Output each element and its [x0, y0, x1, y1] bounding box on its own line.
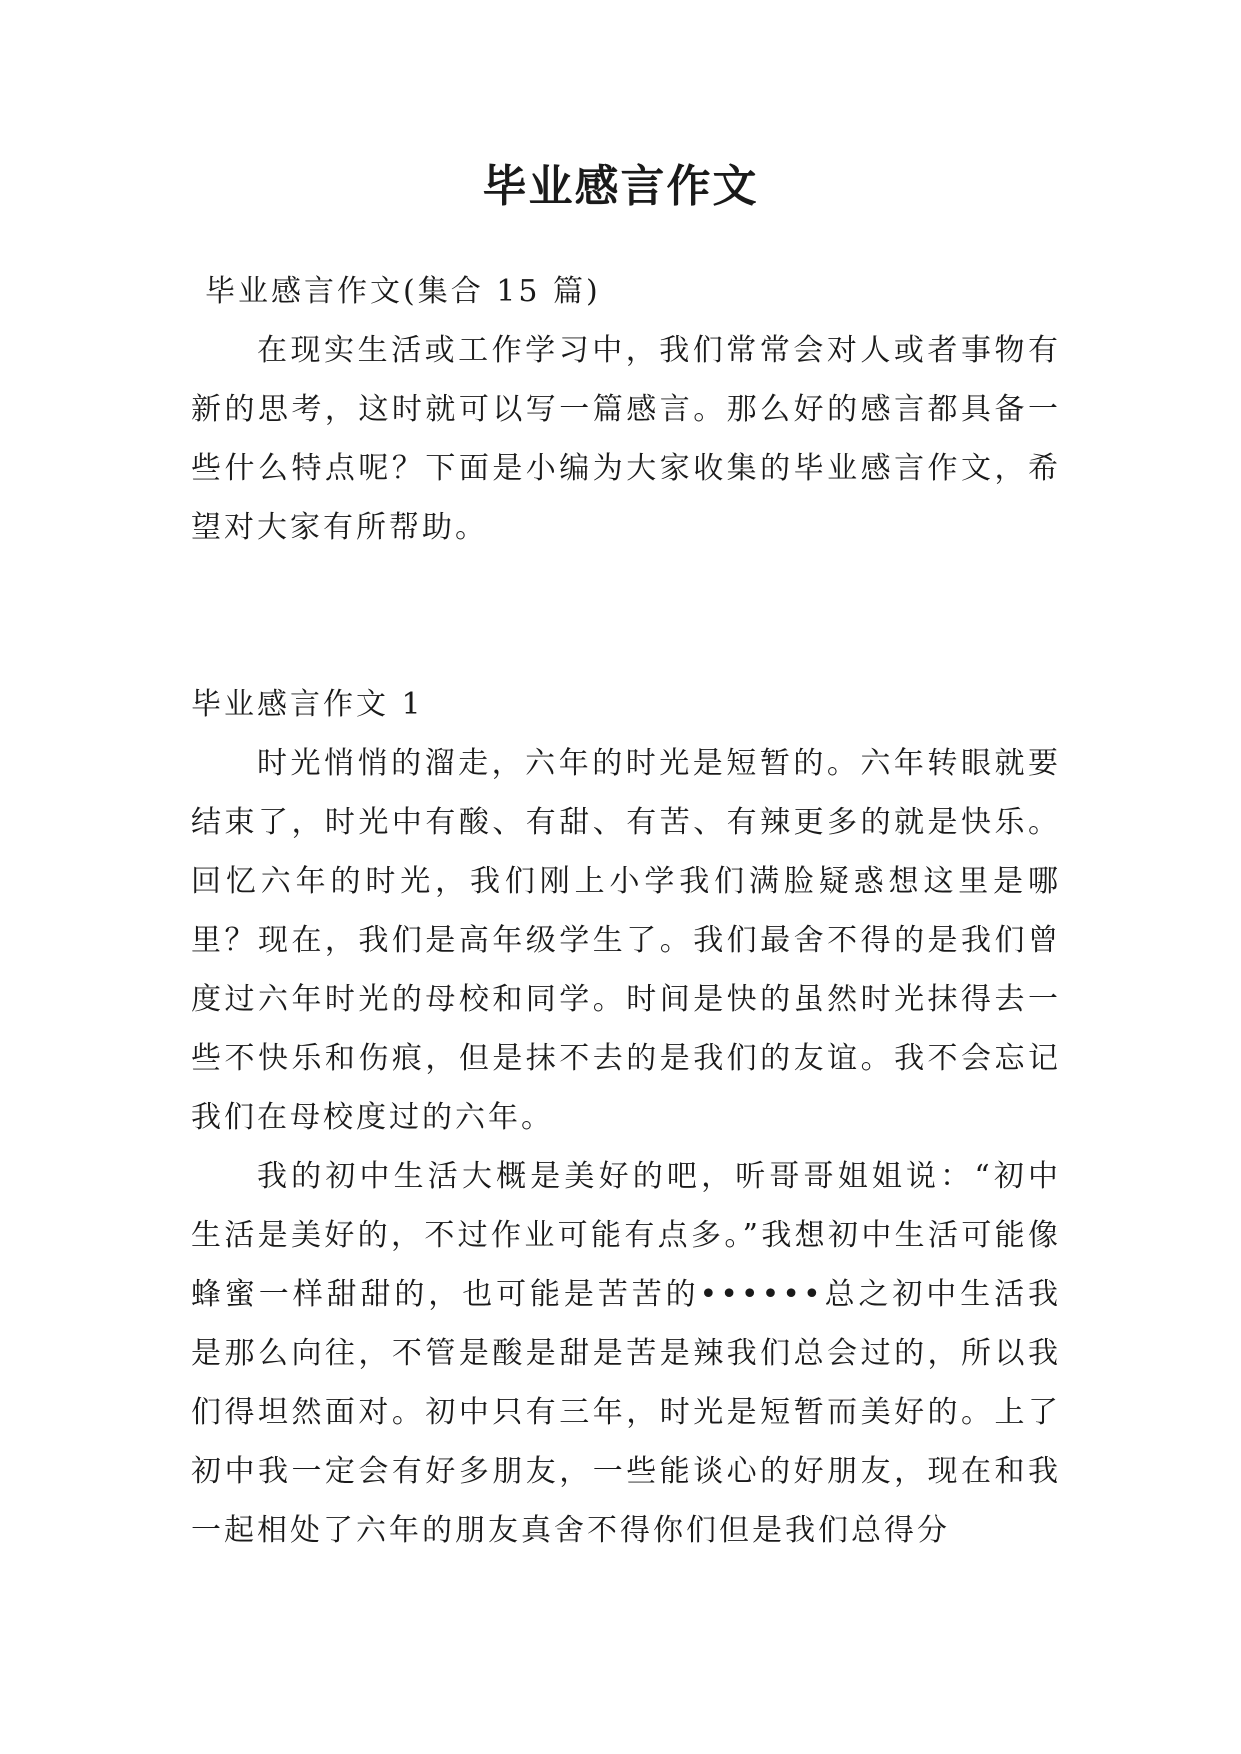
section-heading: 毕业感言作文 1: [191, 687, 424, 722]
document-title: 毕业感言作文: [482, 161, 759, 212]
body-paragraph: 我的初中生活大概是美好的吧，听哥哥姐姐说：“初中生活是美好的，不过作业可能有点多。”我想初中生活可能像蜂蜜一样甜甜的，也可能是苦苦的••••••总之初中生活我是那么向往，不管是酸是甜是苦是辣我们总会过的，所以我们得坦然面对。初中只有三年，时光是短暂而美好的。上了初中我一定会有好多朋友，一些能谈心的好朋友，现在和我一起相处了六年的朋友真舍不得你们但是我们总得分: [191, 1159, 1061, 1548]
body-paragraph: 时光悄悄的溜走，六年的时光是短暂的。六年转眼就要结束了，时光中有酸、有甜、有苦、有辣更多的就是快乐。回忆六年的时光，我们刚上小学我们满脸疑惑想这里是哪里？现在，我们是高年级学生了。我们最舍不得的是我们曾度过六年时光的母校和同学。时间是快的虽然时光抹得去一些不快乐和伤痕，但是抹不去的是我们的友谊。我不会忘记我们在母校度过的六年。: [191, 746, 1061, 1135]
document-subtitle: 毕业感言作文(集合 15 篇): [205, 274, 601, 309]
intro-paragraph: 在现实生活或工作学习中，我们常常会对人或者事物有新的思考，这时就可以写一篇感言。那么好的感言都具备一些什么特点呢？下面是小编为大家收集的毕业感言作文，希望对大家有所帮助。: [191, 333, 1061, 545]
section-spacer: [191, 557, 1061, 675]
document-body: [191, 262, 1061, 1560]
